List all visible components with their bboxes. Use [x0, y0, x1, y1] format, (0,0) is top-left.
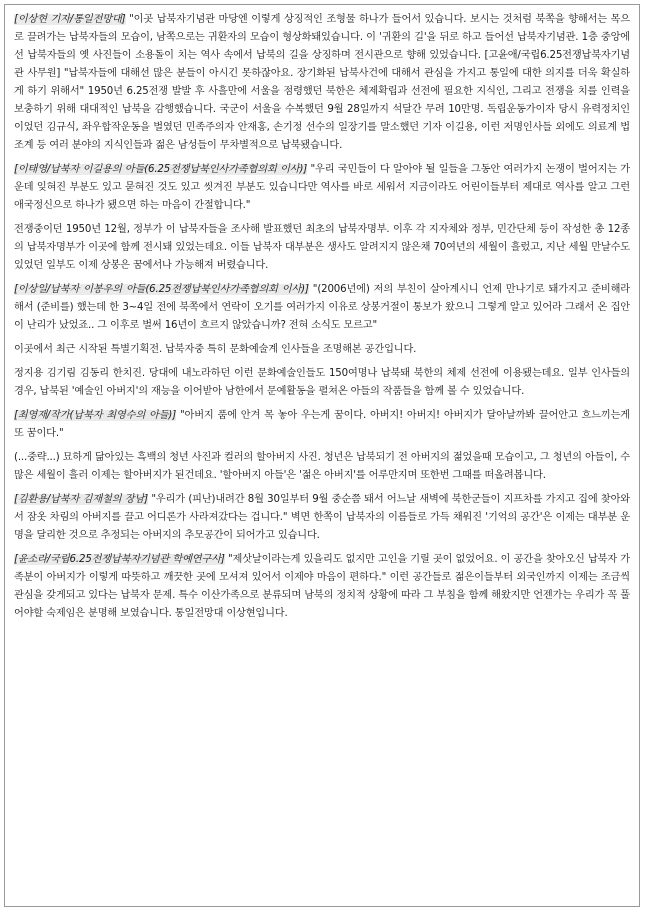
paragraph-text: (...중략...) 묘하게 닮아있는 흑백의 청년 사진과 컬러의 할아버지 사진. 청년은 납북되기 전 아버지의 젊었을때 모습이고, 그 청년의 아들이, 수많은 세월이 흘러 이제는 할아버지가 된건데요. '할아버지 아들'은 '젊은 아버지'를 어루만지며 또한번 그때를 떠올려봅니다. — [14, 452, 630, 481]
article-paragraph-3 — [14, 221, 630, 275]
paragraph-text: "제삿날이라는게 있을리도 없지만 고인을 기릴 곳이 없었어요. 이 공간을 찾아오신 납북자 가족분이 아버지가 이렇게 따뜻하고 깨끗한 곳에 모셔져 있어서 이제야 마음이 편하다." 이런 공간들로 젊은이들부터 외국인까지 이제는 조금씩 관심을 갖게되고 있다는 납북자 문제. 특수 이산가족으로 분류되며 남북의 정치적 상황에 따라 그 부침을 함께 해왔지만 언젠가는 우리가 꼭 풀어야할 숙제임은 분명해 보였습니다. 통일전망대 이상현입니다. — [14, 554, 630, 619]
speaker-label: [이상현 기자/통일전망대] — [14, 14, 126, 25]
paragraph-text: "(2006년에) 저의 부친이 살아계시니 언제 만나기로 돼가지고 준비해라 해서 (준비를) 했는데 한 3~4일 전에 북쪽에서 연락이 오기를 여러가지 이유로 상봉거절이 통보가 왔으니 그렇게 알고 있어라 그래서 온 집안이 난리가 났었죠.. 그 이후로 벌써 16년이 흐르지 않았습니까? 전혀 소식도 모르고" — [14, 284, 630, 331]
article-page — [4, 4, 640, 907]
paragraph-text: 정지용 김기림 김동리 한치진. 당대에 내노라하던 이런 문화예술인들도 150여명나 납북돼 북한의 체제 선전에 이용됐는데요. 일부 인사들의 경우, 납북된 '예술인 아버지'의 재능을 이어받아 남한에서 문예활동을 펼쳐온 아들의 작품들을 함께 볼 수 있었습니다. — [14, 368, 630, 397]
paragraph-text: 이곳에서 최근 시작된 특별기획전. 납북자중 특히 문화예술계 인사들을 조명해본 공간입니다. — [14, 344, 417, 355]
article-paragraph-6 — [14, 365, 630, 401]
speaker-label: [윤소라/국립6.25전쟁납북자기념관 학예연구사] — [14, 554, 225, 565]
paragraph-text: "아버지 품에 안겨 목 놓아 우는게 꿈이다. 아버지! 아버지! 아버지가 달아날까봐 끌어안고 흐느끼는게 또 꿈이다." — [14, 410, 631, 439]
paragraph-text: 전쟁중이던 1950년 12월, 정부가 이 납북자들을 조사해 발표했던 최초의 납북자명부. 이후 각 지자체와 정부, 민간단체 등이 작성한 총 12종의 납북자명부가 이곳에 함께 전시돼 있었는데요. 이들 납북자 대부분은 생사도 알려지지 않은채 70여년의 세월이 흘렀고, 지난 세월 만날수도 있었던 일부도 이제 상봉은 꿈에서나 가능해져 버렸습니다. — [14, 224, 630, 271]
article-paragraph-2 — [14, 161, 630, 215]
speaker-label: [최영재/작가(납북자 최영수의 아들)] — [14, 410, 177, 421]
article-paragraph-10 — [14, 551, 630, 623]
article-paragraph-7 — [14, 407, 630, 443]
article-paragraph-1 — [14, 11, 630, 155]
speaker-label: [이상일/납북자 이봉우의 아들(6.25전쟁납북인사가족협의회 이사)] — [14, 284, 309, 295]
paragraph-text: "우리 국민들이 다 알아야 될 일들을 그동안 여러가지 논쟁이 벌어지는 가운데 잊혀진 부분도 있고 묻혀진 것도 있고 씻겨진 부분도 있습니다만 역사를 바로 세워서 지금이라도 어린이들부터 제대로 역사를 알고 그런 애국정신으로 하나가 됐으면 하는 마음이 간절합니다." — [14, 164, 630, 211]
speaker-label: [이태영/납북자 이길용의 아들(6.25전쟁납북인사가족협의회 이사)] — [14, 164, 308, 175]
paragraph-text: "우리가 (피난)내려간 8월 30일부터 9월 중순쯤 돼서 어느날 새벽에 북한군들이 지프차를 가지고 집에 찾아와서 잠옷 차림의 아버지를 끌고 어디론가 사라져갔다는 겁니다." 벽면 한쪽이 납북자의 이름들로 가득 채워진 '기억의 공간'은 이제는 대부분 운명을 달리한 것으로 추정되는 아버지의 추모공간이 되어가고 있습니다. — [14, 494, 630, 541]
speaker-label: [김환용/납북자 김재철의 장남] — [14, 494, 148, 505]
article-paragraph-4 — [14, 281, 630, 335]
article-paragraph-9 — [14, 491, 630, 545]
paragraph-text: "이곳 납북자기념관 마당엔 이렇게 상징적인 조형물 하나가 들어서 있습니다. 보시는 것처럼 북쪽을 향해서는 목으로 끌려가는 납북자들의 모습이, 남쪽으로는 귀환자의 모습이 형상화돼있습니다. 이 '귀환의 길'을 뒤로 하고 들어선 납북자기념관. 1층 중앙에선 납북자들의 옛 사진들이 소용돌이 치는 역사 속에서 납북의 길을 상징하며 전시관으로 향해 있었습니다. [고윤애/국립6.25전쟁납북자기념관 사무원] "납북자들에 대해선 많은 분들이 아시긴 못하잖아요. 장기화된 납북사건에 대해서 관심을 가지고 통일에 대한 의지를 더욱 확실하게 하기 위해서" 1950년 6.25전쟁 발발 후 사흘만에 서울을 점령했던 북한은 체제확립과 선전에 필요한 지식인, 그리고 전쟁을 치를 인력을 보충하기 위해 대대적인 납북을 감행했습니다. 국군이 서울을 수복했던 9월 28일까지 석달간 무려 10만명. 독립운동가이자 당시 유력정치인이었던 김규식, 좌우합작운동을 벌였던 민족주의자 안재홍, 손기정 선수의 일장기를 말소했던 기자 이길용, 이런 저명인사들 외에도 의료계 법조계 등 여러 분야의 지식인들과 젊은 남성들이 무차별적으로 납북됐습니다. — [14, 14, 630, 151]
article-paragraph-5 — [14, 341, 630, 359]
article-paragraph-8 — [14, 449, 630, 485]
